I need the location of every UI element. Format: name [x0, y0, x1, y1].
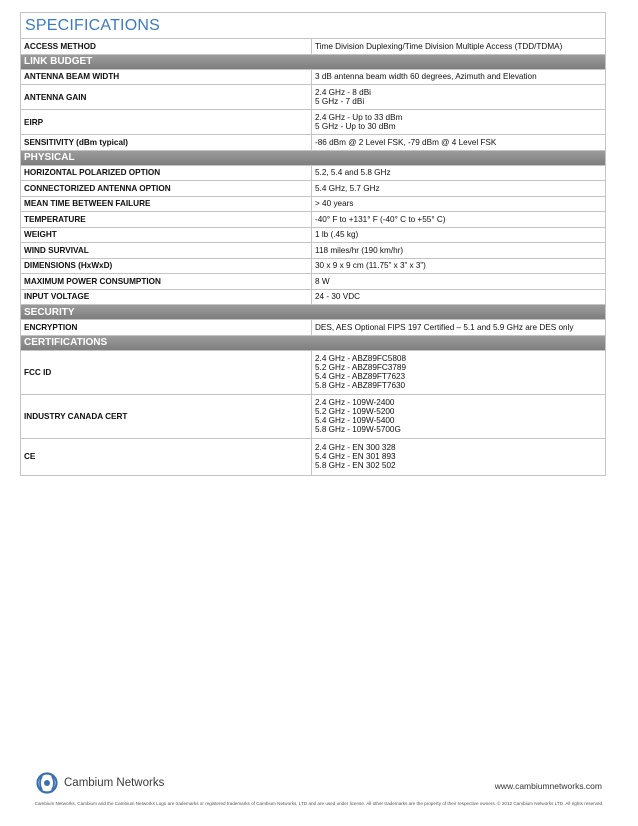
spec-label: HORIZONTAL POLARIZED OPTION [21, 166, 312, 181]
title-bar [21, 13, 605, 39]
spec-value-line: 24 - 30 VDC [315, 292, 361, 302]
spec-row [21, 135, 605, 151]
spec-label: MEAN TIME BETWEEN FAILURE [21, 197, 312, 212]
spec-label: ANTENNA GAIN [21, 85, 312, 109]
spec-row [21, 212, 605, 228]
spec-label: ENCRYPTION [21, 320, 312, 335]
spec-row [21, 110, 605, 135]
spec-value [312, 135, 605, 150]
spec-value-line: 1 lb (.45 kg) [315, 230, 359, 240]
page-footer [0, 770, 638, 826]
spec-row [21, 243, 605, 259]
spec-value-line: 2.4 GHz - EN 300 328 [315, 443, 396, 452]
spec-label: MAXIMUM POWER CONSUMPTION [21, 274, 312, 289]
section-heading: PHYSICAL [21, 151, 605, 166]
spec-value [312, 197, 605, 212]
spec-value-line: 5.2, 5.4 and 5.8 GHz [315, 168, 391, 178]
spec-value-line: 5.4 GHz, 5.7 GHz [315, 183, 380, 193]
spec-value [312, 70, 605, 85]
spec-sections [21, 39, 605, 475]
specifications-table [20, 12, 606, 476]
spec-label: ANTENNA BEAM WIDTH [21, 70, 312, 85]
spec-value-line: 5.2 GHz - 109W-5200 [315, 407, 395, 416]
spec-row [21, 290, 605, 306]
spec-value [312, 166, 605, 181]
spec-value-line: Time Division Duplexing/Time Division Multiple Access (TDD/TDMA) [315, 41, 563, 51]
spec-value-line: -86 dBm @ 2 Level FSK, -79 dBm @ 4 Level FSK [315, 137, 497, 147]
spec-value-line: 2.4 GHz - ABZ89FC5808 [315, 354, 407, 363]
spec-row [21, 166, 605, 182]
spec-row [21, 274, 605, 290]
spec-value-line: 30 x 9 x 9 cm (11.75” x 3” x 3”) [315, 261, 426, 271]
spec-value-line: 5.8 GHz - EN 302 502 [315, 461, 396, 470]
spec-label: WEIGHT [21, 228, 312, 243]
spec-value [312, 85, 605, 109]
spec-value [312, 439, 605, 475]
spec-label: WIND SURVIVAL [21, 243, 312, 258]
spec-value-line: 118 miles/hr (190 km/hr) [315, 245, 404, 255]
spec-row [21, 439, 605, 475]
spec-label: CONNECTORIZED ANTENNA OPTION [21, 181, 312, 196]
spec-value-line: 5 GHz - Up to 30 dBm [315, 122, 396, 131]
spec-label: FCC ID [21, 351, 312, 394]
spec-row [21, 70, 605, 86]
spec-value-line: > 40 years [315, 199, 354, 209]
spec-value-line: 5.8 GHz - ABZ89FT7630 [315, 381, 406, 390]
spec-value [312, 395, 605, 438]
spec-row [21, 259, 605, 275]
spec-row [21, 181, 605, 197]
spec-value [312, 39, 605, 54]
spec-value [312, 243, 605, 258]
spec-value [312, 110, 605, 134]
spec-value-line: DES, AES Optional FIPS 197 Certified – 5.1 and 5.9 GHz are DES only [315, 322, 574, 332]
brand-logo[interactable] [36, 772, 164, 794]
spec-value-line: 5 GHz - 7 dBi [315, 97, 365, 106]
spec-row [21, 197, 605, 213]
spec-value [312, 228, 605, 243]
spec-value [312, 181, 605, 196]
spec-value-line: 2.4 GHz - Up to 33 dBm [315, 113, 403, 122]
spec-label: SENSITIVITY (dBm typical) [21, 135, 312, 150]
spec-value-line: -40° F to +131° F (-40° C to +55° C) [315, 214, 446, 224]
cambium-logo-icon [36, 772, 60, 794]
spec-value [312, 274, 605, 289]
legal-notice: Cambium Networks, Cambium and the Cambium Networks Logo are trademarks or registered trademarks of Cambium Networks, LTD and are used under license. All other trademarks are the property of their respective owners. © 2012 Cambium Networks LTD. All rights reserved. [34, 801, 604, 806]
spec-value-line: 3 dB antenna beam width 60 degrees, Azimuth and Elevation [315, 72, 537, 82]
spec-label: INDUSTRY CANADA CERT [21, 395, 312, 438]
spec-label: INPUT VOLTAGE [21, 290, 312, 305]
section-heading: CERTIFICATIONS [21, 336, 605, 351]
spec-value [312, 320, 605, 335]
spec-label: CE [21, 439, 312, 475]
spec-label: TEMPERATURE [21, 212, 312, 227]
brand-name: Cambium Networks [64, 777, 165, 789]
spec-label: ACCESS METHOD [21, 39, 312, 54]
spec-row [21, 228, 605, 244]
section-heading: LINK BUDGET [21, 55, 605, 70]
spec-value-line: 5.2 GHz - ABZ89FC3789 [315, 363, 407, 372]
spec-value-line: 5.4 GHz - EN 301 893 [315, 452, 396, 461]
page-title: SPECIFICATIONS [25, 16, 160, 34]
spec-value-line: 2.4 GHz - 8 dBi [315, 88, 371, 97]
spec-value [312, 212, 605, 227]
spec-label: DIMENSIONS (HxWxD) [21, 259, 312, 274]
spec-label: EIRP [21, 110, 312, 134]
spec-value [312, 259, 605, 274]
spec-row [21, 320, 605, 336]
spec-value [312, 290, 605, 305]
spec-row [21, 351, 605, 395]
website-link[interactable]: www.cambiumnetworks.com [494, 781, 602, 791]
spec-value-line: 5.4 GHz - ABZ89FT7623 [315, 372, 406, 381]
spec-row [21, 39, 605, 55]
spec-row [21, 85, 605, 110]
spec-value [312, 351, 605, 394]
spec-value-line: 5.8 GHz - 109W-5700G [315, 425, 401, 434]
spec-value-line: 2.4 GHz - 109W-2400 [315, 398, 395, 407]
spec-row [21, 395, 605, 439]
spec-value-line: 8 W [315, 276, 330, 286]
spec-value-line: 5.4 GHz - 109W-5400 [315, 416, 395, 425]
section-heading: SECURITY [21, 305, 605, 320]
